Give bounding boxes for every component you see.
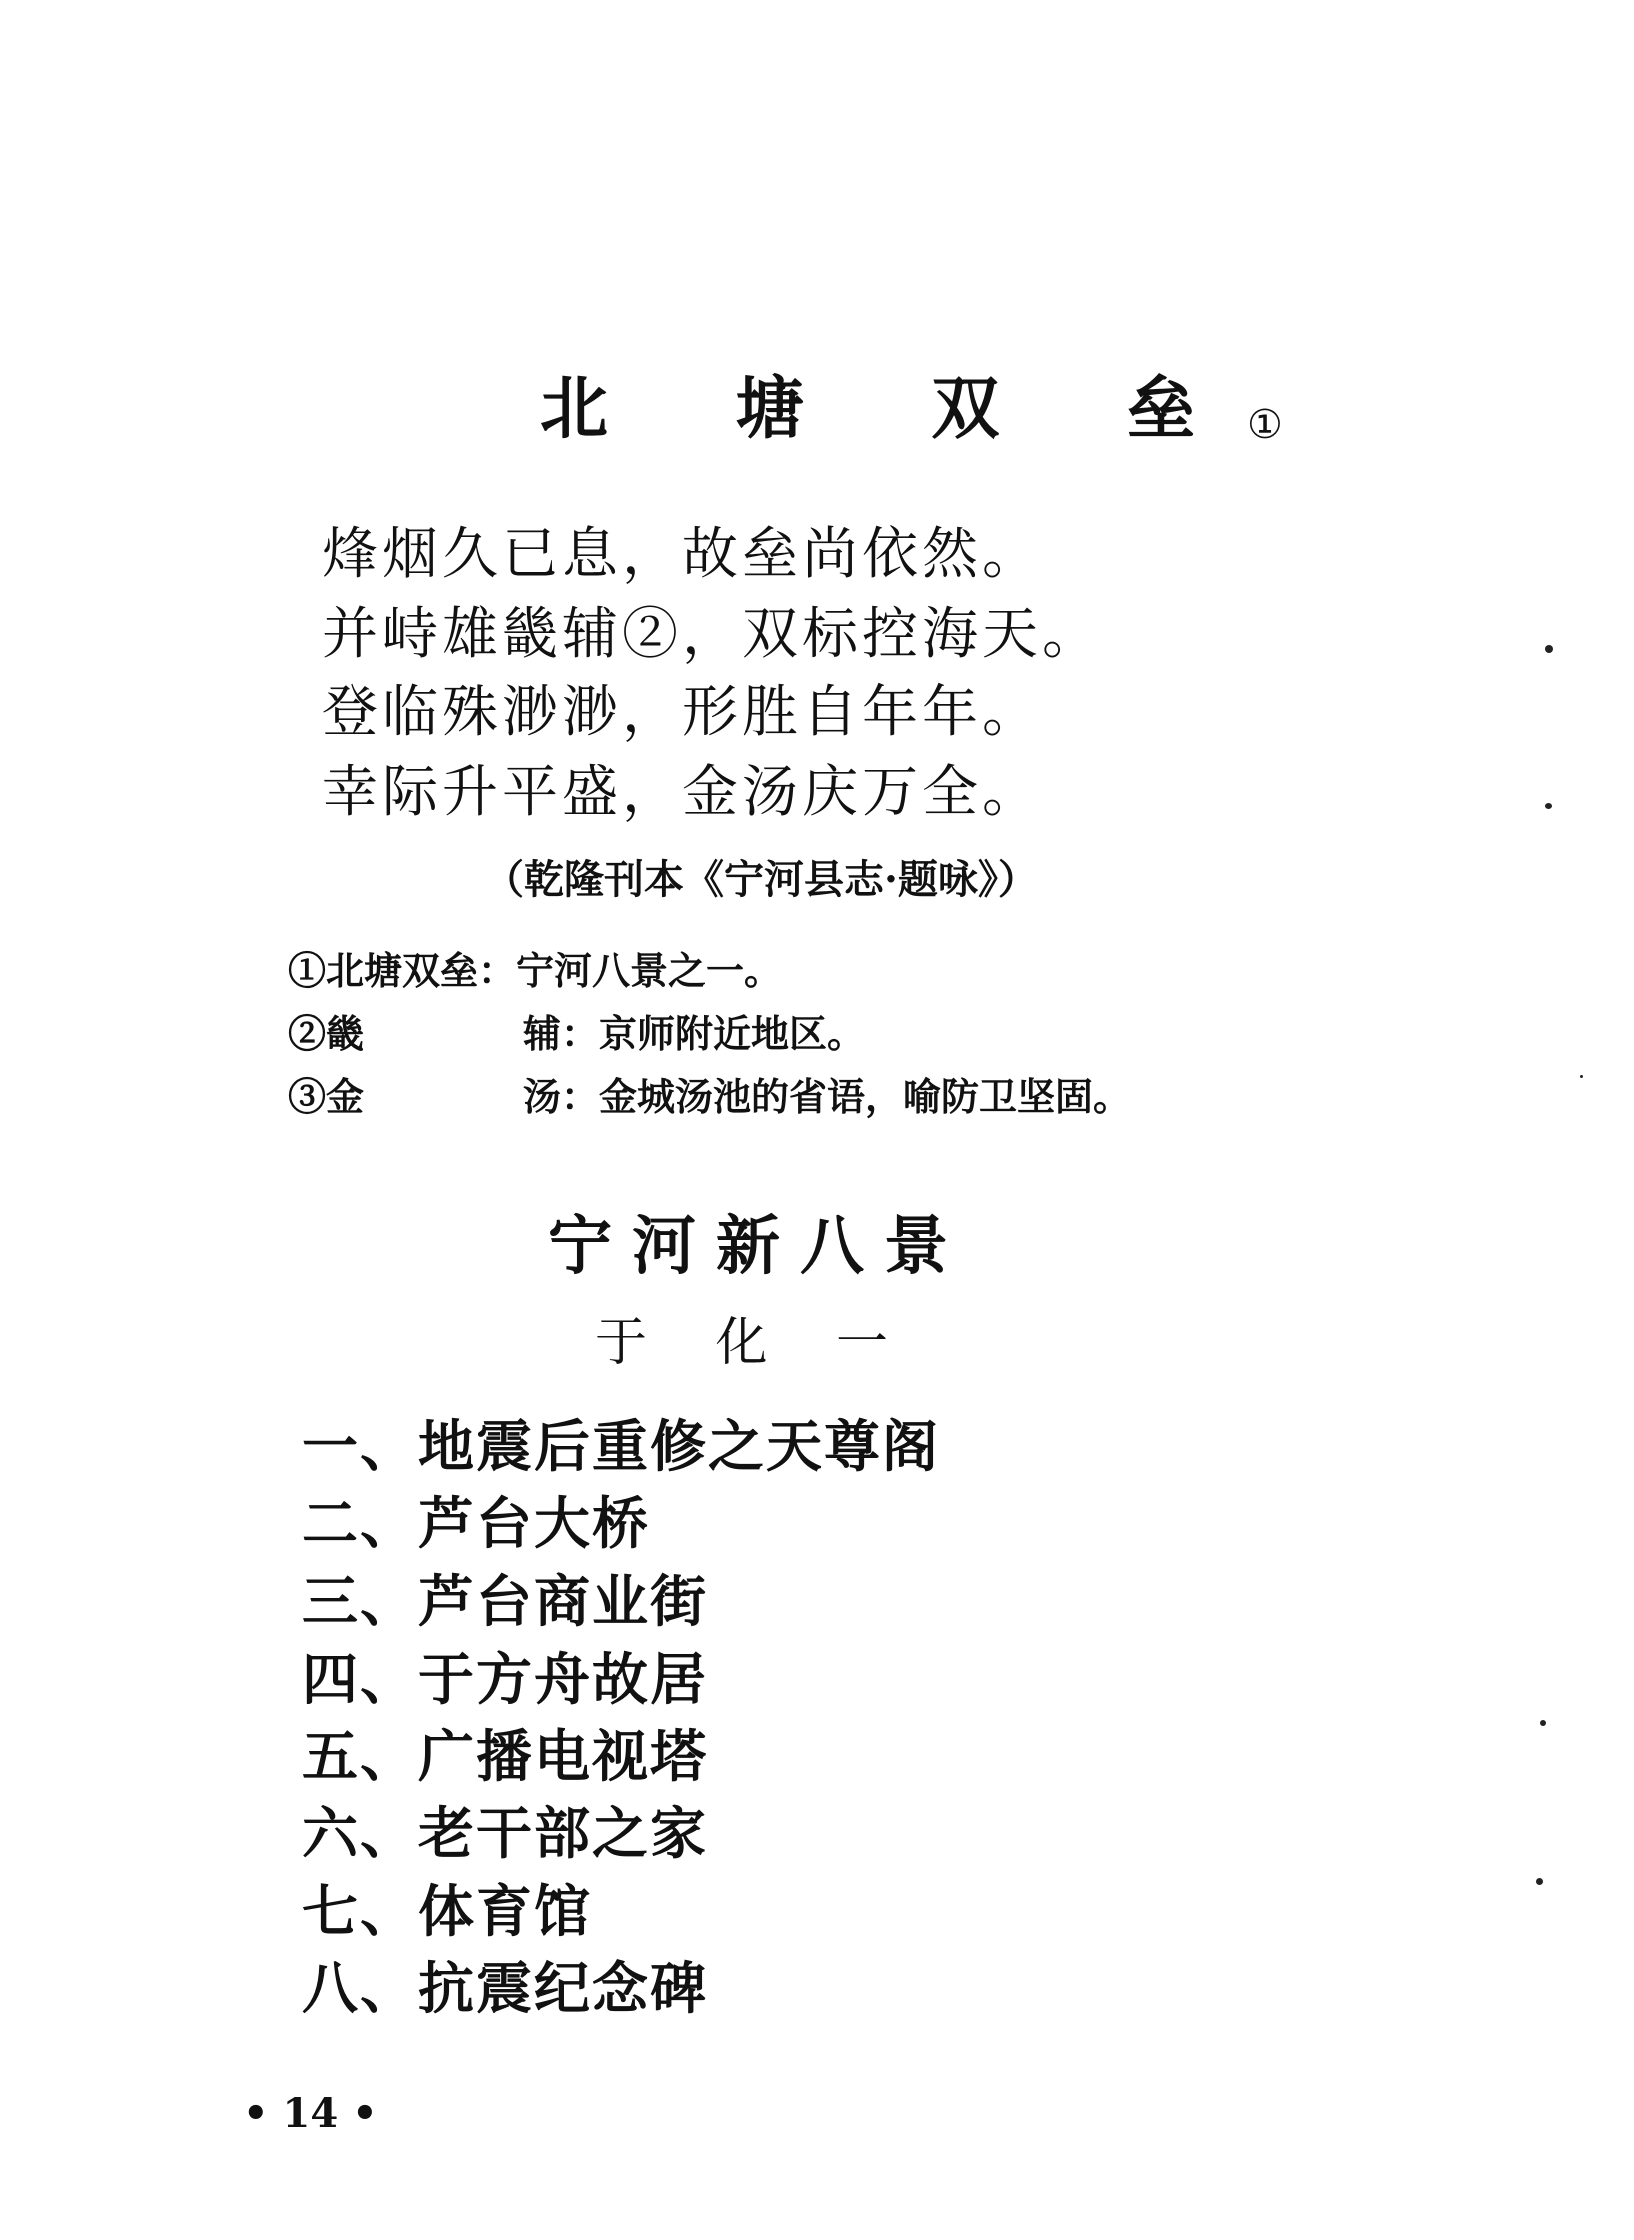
footnote-2	[288, 1003, 865, 1058]
scan-speck	[1545, 645, 1553, 653]
list-item: 二、芦台大桥	[302, 1491, 650, 1557]
footnote-1	[288, 940, 782, 995]
poem-line-3: 登临殊渺渺，形胜自年年。	[322, 680, 1042, 745]
footnote-3	[288, 1066, 1131, 1121]
list-item: 八、抗震纪念碑	[302, 1956, 708, 2022]
poem-title	[540, 355, 1283, 452]
scan-speck	[1536, 1878, 1543, 1885]
scan-speck	[1580, 1075, 1583, 1078]
list-item: 四、于方舟故居	[302, 1647, 708, 1713]
list-item: 六、老干部之家	[302, 1801, 708, 1867]
author-name: 于 化 一	[595, 1313, 915, 1373]
scan-speck	[1540, 1720, 1546, 1726]
list-item: 三、芦台商业街	[302, 1569, 708, 1635]
poem-title-text: 北 塘 双 垒	[540, 369, 1248, 449]
poem-line-2: 并峙雄畿辅②，双标控海天。	[322, 602, 1102, 667]
section-title: 宁河新八景	[548, 1209, 968, 1284]
footnote-2-text: 辅：京师附近地区。	[523, 1011, 866, 1056]
list-item: 七、体育馆	[302, 1879, 592, 1945]
scan-speck	[1545, 803, 1552, 809]
footnote-3-term: ③金	[288, 1074, 365, 1119]
poem-line-1: 烽烟久已息，故垒尚依然。	[322, 522, 1042, 587]
footnote-2-term: ②畿	[288, 1011, 365, 1056]
poem-line-4: 幸际升平盛，金汤庆万全。	[322, 760, 1042, 825]
footnote-3-text: 汤：金城汤池的省语，喻防卫坚固。	[523, 1074, 1132, 1119]
list-item: 一、地震后重修之天尊阁	[302, 1414, 940, 1480]
footnote-1-term: ①北塘双垒：	[288, 948, 517, 993]
footnote-1-text: 宁河八景之一。	[516, 948, 783, 993]
poem-source: （乾隆刊本《宁河县志·题咏》）	[484, 856, 1038, 903]
page-number: • 14 •	[243, 2090, 378, 2137]
list-item: 五、广播电视塔	[302, 1724, 708, 1790]
footnote-marker: ①	[1247, 402, 1283, 448]
